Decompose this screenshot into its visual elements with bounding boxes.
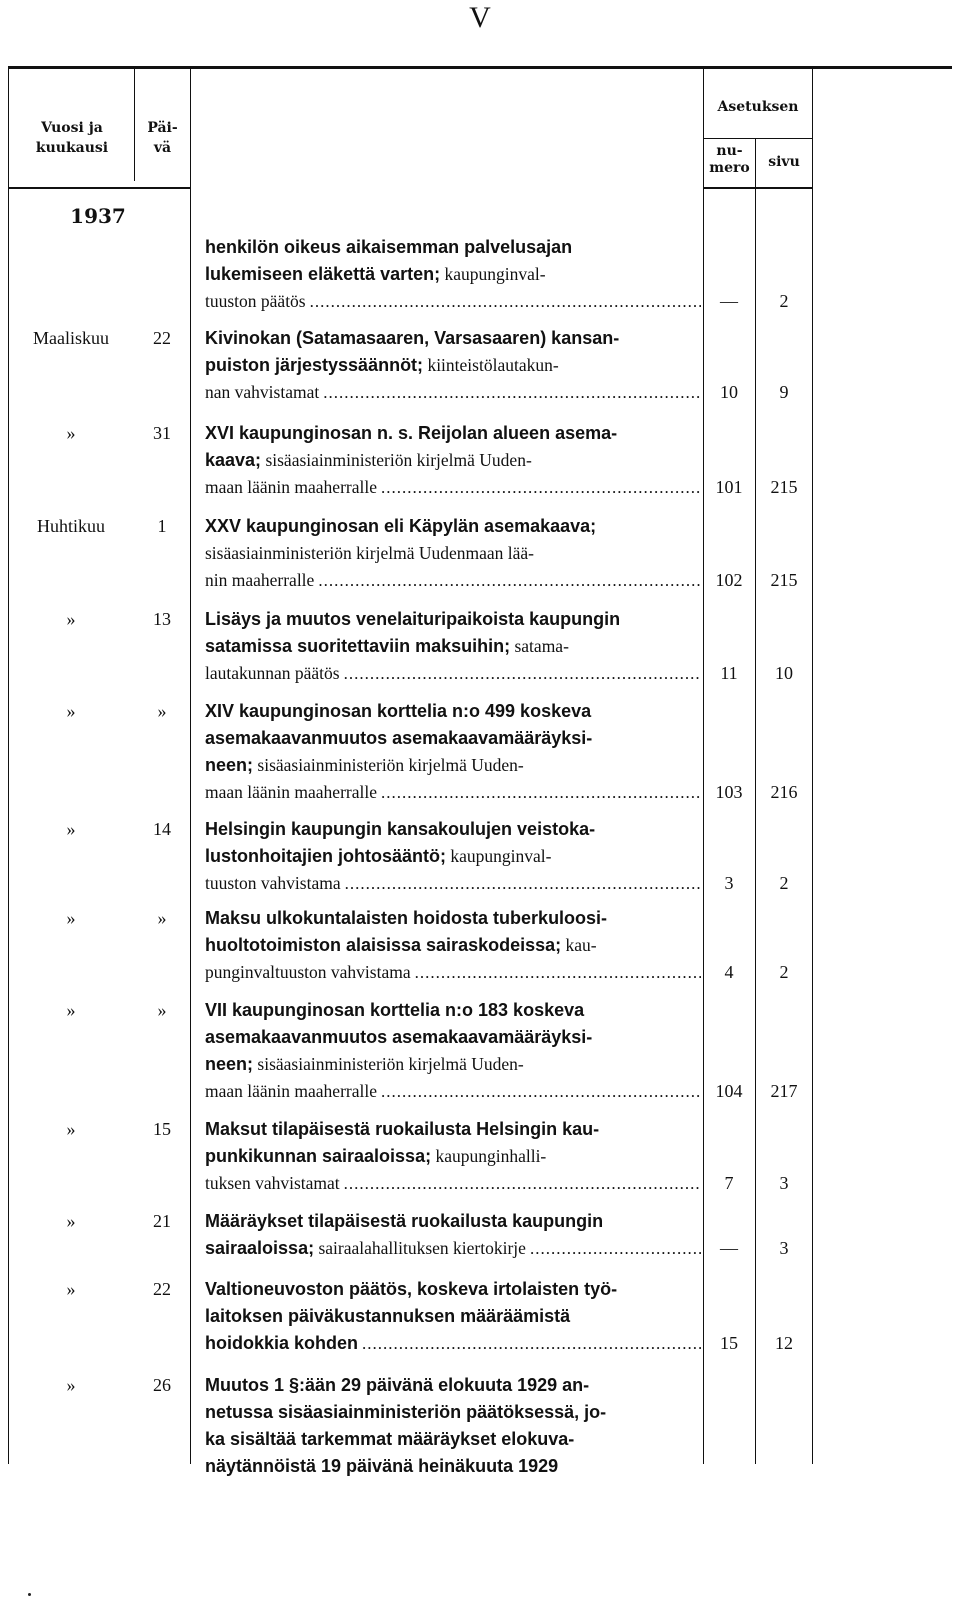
entry-title-text: Muutos 1 §:ään 29 päivänä elokuuta 1929 an- (205, 1375, 590, 1395)
entry-line (205, 540, 701, 567)
entry-description (205, 905, 701, 986)
entry-source-text: kau- (561, 935, 597, 955)
entry-title-text: Maksu ulkokuntalaisten hoidosta tuberkuloosi- (205, 908, 608, 928)
dot-leader (344, 660, 701, 687)
entry-line-text (205, 234, 572, 261)
entry-month: Huhtikuu (36, 516, 105, 536)
entry-line (205, 420, 701, 447)
entry-line-text (205, 1303, 570, 1330)
entry-decree-number: 15 (720, 1333, 738, 1353)
entry-decree-number: 10 (720, 382, 738, 402)
entry-line (205, 234, 701, 261)
entry-source-text: kaupunginhalli- (431, 1146, 547, 1166)
entry-day: 1 (157, 516, 167, 536)
entry-title-text: näytännöistä 19 päivänä heinäkuuta 1929 (205, 1456, 559, 1476)
entry-line-text (205, 660, 340, 687)
header-number-1: nu- (716, 143, 743, 159)
entry-day: 26 (153, 1375, 171, 1395)
page-numeral: V (469, 1, 491, 34)
dot-leader (381, 474, 701, 501)
entry-title-text: netussa sisäasiainministeriön päätöksessä, jo- (205, 1402, 607, 1422)
entry-line (205, 1426, 701, 1453)
entry-title-text: neen; (205, 755, 254, 775)
entry-line-text (205, 1024, 592, 1051)
dot-leader (415, 959, 701, 986)
entry-source-text: maan läänin maaherralle (205, 1081, 377, 1101)
entry-title-text: sairaaloissa; (205, 1238, 315, 1258)
entry-line (205, 288, 701, 315)
entry-line (205, 932, 701, 959)
year-heading: 1937 (70, 204, 126, 228)
entry-line-text (205, 932, 597, 959)
entry-month: » (66, 701, 76, 721)
entry-title-text: huoltotoimiston alaisissa sairaskodeissa; (205, 935, 562, 955)
entry-line (205, 1078, 701, 1105)
entry-decree-number: 4 (724, 962, 734, 982)
entry-month: » (66, 1211, 76, 1231)
entry-line-text (205, 1208, 603, 1235)
entry-decree-number: 104 (715, 1081, 743, 1101)
entry-line (205, 997, 701, 1024)
entry-title-text: laitoksen päiväkustannuksen määräämistä (205, 1306, 571, 1326)
entry-source-text: maan läänin maaherralle (205, 477, 377, 497)
entry-day: 14 (153, 819, 171, 839)
entry-description (205, 606, 701, 687)
entry-title-text: puiston järjestyssäännöt; (205, 355, 424, 375)
entry-decree-number: 101 (715, 477, 743, 497)
header-sub-rule (704, 138, 812, 139)
col-rule-left (8, 69, 9, 1464)
entry-description (205, 420, 701, 501)
header-year-month (10, 118, 134, 158)
entry-source-text: satama- (510, 636, 569, 656)
col-rule-day-desc (190, 69, 191, 1464)
entry-month: » (66, 819, 76, 839)
entry-decree-number: 11 (720, 663, 738, 683)
entry-line (205, 725, 701, 752)
entry-title-text: VII kaupunginosan korttelia n:o 183 koskeva (205, 1000, 585, 1020)
entry-day: » (157, 1000, 167, 1020)
entry-line-text (205, 1078, 377, 1105)
entry-line (205, 1453, 701, 1480)
header-bottom-rule-left (8, 187, 190, 189)
dot-leader (381, 1078, 701, 1105)
entry-source-text: sisäasiainministeriön kirjelmä Uuden- (253, 1054, 524, 1074)
entry-title-text: XIV kaupunginosan korttelia n:o 499 koskeva (205, 701, 592, 721)
entry-month: » (66, 1279, 76, 1299)
entry-line (205, 1170, 701, 1197)
entry-line-text (205, 1235, 526, 1262)
entry-title-text: neen; (205, 1054, 254, 1074)
entry-month: » (66, 1375, 76, 1395)
entry-line-text (205, 513, 596, 540)
entry-line-text (205, 288, 306, 315)
entry-title-text: henkilön oikeus aikaisemman palvelusajan (205, 237, 573, 257)
entry-page-number: 2 (779, 291, 789, 311)
entry-title-text: satamissa suoritettaviin maksuihin; (205, 636, 511, 656)
entry-title-text: asemakaavanmuutos asemakaavamääräyksi- (205, 1027, 593, 1047)
entry-line (205, 660, 701, 687)
entry-source-text: maan läänin maaherralle (205, 782, 377, 802)
entry-line-text (205, 959, 411, 986)
entry-title-text: Määräykset tilapäisestä ruokailusta kaupungin (205, 1211, 604, 1231)
entry-title-text: Helsingin kaupungin kansakoulujen veistoka- (205, 819, 596, 839)
entry-line (205, 816, 701, 843)
entry-line (205, 779, 701, 806)
header-year-month-2: kuukausi (35, 140, 109, 156)
entry-line-text (205, 752, 524, 779)
entry-description (205, 325, 701, 406)
entry-line-text (205, 1143, 546, 1170)
entry-source-text: nin maaherralle (205, 570, 315, 590)
dot-leader (381, 779, 701, 806)
header-day (135, 118, 190, 158)
entry-line (205, 1208, 701, 1235)
entry-title-text: Lisäys ja muutos venelaituripaikoista kaupungin (205, 609, 621, 629)
entry-line-text (205, 474, 377, 501)
entry-description (205, 1372, 701, 1480)
entry-month: » (66, 1119, 76, 1139)
entry-line (205, 1116, 701, 1143)
entry-line-text (205, 1051, 524, 1078)
entry-line-text (205, 1399, 606, 1426)
header-decree: Asetuksen (717, 99, 799, 115)
dot-leader (344, 1170, 701, 1197)
entry-line (205, 959, 701, 986)
entry-line (205, 379, 701, 406)
entry-day: 21 (153, 1211, 171, 1231)
entry-line-text (205, 725, 592, 752)
entry-line-text (205, 816, 595, 843)
entry-page-number: 217 (770, 1081, 798, 1101)
entry-day: 31 (153, 423, 171, 443)
entry-description (205, 816, 701, 897)
header-day-2: vä (153, 140, 172, 156)
entry-line-text (205, 905, 607, 932)
entry-day: 22 (153, 328, 171, 348)
entry-line (205, 870, 701, 897)
entry-line-text (205, 1276, 617, 1303)
entry-source-text: tuksen vahvistamat (205, 1173, 340, 1193)
entry-decree-number: 7 (724, 1173, 734, 1193)
entry-line-text (205, 325, 619, 352)
entry-month: » (66, 908, 76, 928)
entry-line (205, 1303, 701, 1330)
entry-title-text: XVI kaupunginosan n. s. Reijolan alueen asema- (205, 423, 618, 443)
entry-line-text (205, 1170, 340, 1197)
entry-source-text: nan vahvistamat (205, 382, 320, 402)
entry-line (205, 447, 701, 474)
entry-line (205, 261, 701, 288)
entry-line-text (205, 1116, 599, 1143)
entry-line-text (205, 698, 591, 725)
entry-title-text: lustonhoitajien johtosääntö; (205, 846, 446, 866)
entry-page-number: 216 (770, 782, 798, 802)
entry-source-text: sairaalahallituksen kiertokirje (314, 1238, 526, 1258)
entry-line-text (205, 870, 341, 897)
entry-line (205, 567, 701, 594)
entry-day: » (157, 908, 167, 928)
entry-line (205, 325, 701, 352)
entry-line (205, 606, 701, 633)
entry-source-text: kiinteistölautakun- (423, 355, 559, 375)
entry-line (205, 1024, 701, 1051)
dot-leader (530, 1235, 701, 1262)
entry-month: Maaliskuu (33, 328, 109, 348)
entry-title-text: hoidokkia kohden (205, 1333, 359, 1353)
entry-line (205, 352, 701, 379)
entry-line-text (205, 447, 532, 474)
dot-leader (345, 870, 701, 897)
entry-line-text (205, 1330, 358, 1357)
dot-leader (362, 1330, 701, 1357)
entry-day: 22 (153, 1279, 171, 1299)
entry-description (205, 513, 701, 594)
entry-page-number: 3 (779, 1173, 789, 1193)
dot-leader (318, 567, 701, 594)
entry-line-text (205, 1426, 574, 1453)
top-rule (8, 66, 952, 69)
entry-month: » (66, 423, 76, 443)
header-number-2: mero (709, 160, 750, 176)
entry-page-number: 9 (779, 382, 789, 402)
entry-title-text: lukemiseen eläkettä varten; (205, 264, 441, 284)
entry-line (205, 1399, 701, 1426)
entry-description (205, 698, 701, 806)
col-rule-desc-num (703, 69, 704, 1464)
entry-source-text: sisäasiainministeriön kirjelmä Uuden- (261, 450, 532, 470)
entry-page-number: 3 (779, 1238, 789, 1258)
entry-decree-number: 102 (715, 570, 743, 590)
header-day-1: Päi- (147, 120, 178, 136)
header-page: sivu (768, 154, 800, 170)
entry-title-text: Maksut tilapäisestä ruokailusta Helsingin kau- (205, 1119, 600, 1139)
entry-source-text: kaupunginval- (446, 846, 552, 866)
entry-line-text (205, 540, 534, 567)
entry-line (205, 1330, 701, 1357)
entry-line (205, 843, 701, 870)
entry-line-text (205, 1453, 558, 1480)
entry-title-text: Kivinokan (Satamasaaren, Varsasaaren) kansan- (205, 328, 620, 348)
entry-description (205, 234, 701, 315)
entry-source-text: sisäasiainministeriön kirjelmä Uudenmaan lää- (205, 543, 534, 563)
entry-page-number: 2 (779, 962, 789, 982)
entry-line (205, 1051, 701, 1078)
entry-decree-number: — (720, 1238, 738, 1258)
entry-description (205, 1208, 701, 1262)
entry-line-text (205, 379, 319, 406)
entry-description (205, 997, 701, 1105)
entry-line-text (205, 606, 620, 633)
entry-decree-number: 3 (724, 873, 734, 893)
stray-dot (28, 1593, 31, 1596)
entry-source-text: lautakunnan päätös (205, 663, 340, 683)
entry-line (205, 633, 701, 660)
entry-page-number: 215 (770, 570, 798, 590)
entry-line (205, 752, 701, 779)
entry-line-text (205, 352, 559, 379)
entry-source-text: kaupunginval- (440, 264, 546, 284)
entry-page-number: 12 (775, 1333, 793, 1353)
entry-decree-number: — (720, 291, 738, 311)
entry-line (205, 1372, 701, 1399)
entry-line-text (205, 779, 377, 806)
entry-line-text (205, 567, 314, 594)
col-rule-num-page (755, 138, 756, 1464)
entry-description (205, 1276, 701, 1357)
entry-line-text (205, 420, 617, 447)
entry-page-number: 2 (779, 873, 789, 893)
entry-page-number: 10 (775, 663, 793, 683)
entry-decree-number: 103 (715, 782, 743, 802)
entry-day: 15 (153, 1119, 171, 1139)
entry-month: » (66, 609, 76, 629)
entry-page-number: 215 (770, 477, 798, 497)
entry-day: 13 (153, 609, 171, 629)
entry-line (205, 1276, 701, 1303)
entry-title-text: kaava; (205, 450, 262, 470)
entry-line-text (205, 1372, 589, 1399)
entry-title-text: ka sisältää tarkemmat määräykset elokuva- (205, 1429, 575, 1449)
col-rule-right (812, 69, 813, 1464)
entry-title-text: punkikunnan sairaaloissa; (205, 1146, 432, 1166)
entry-line (205, 698, 701, 725)
dot-leader (310, 288, 701, 315)
entry-source-text: tuuston vahvistama (205, 873, 341, 893)
entry-line (205, 1235, 701, 1262)
entry-source-text: punginvaltuuston vahvistama (205, 962, 411, 982)
entry-line-text (205, 843, 551, 870)
header-year-month-1: Vuosi ja (41, 120, 103, 136)
entry-line-text (205, 997, 584, 1024)
entry-description (205, 1116, 701, 1197)
dot-leader (323, 379, 701, 406)
entry-line (205, 905, 701, 932)
header-number (704, 143, 755, 177)
entry-month: » (66, 1000, 76, 1020)
entry-line-text (205, 633, 569, 660)
entry-title-text: XXV kaupunginosan eli Käpylän asemakaava; (205, 516, 597, 536)
entry-source-text: sisäasiainministeriön kirjelmä Uuden- (253, 755, 524, 775)
entry-title-text: asemakaavanmuutos asemakaavamääräyksi- (205, 728, 593, 748)
header-bottom-rule-right (704, 187, 812, 189)
entry-line (205, 513, 701, 540)
entry-source-text: tuuston päätös (205, 291, 306, 311)
entry-line (205, 1143, 701, 1170)
entry-line-text (205, 261, 546, 288)
entry-line (205, 474, 701, 501)
entry-title-text: Valtioneuvoston päätös, koskeva irtolaisten työ- (205, 1279, 618, 1299)
entry-day: » (157, 701, 167, 721)
